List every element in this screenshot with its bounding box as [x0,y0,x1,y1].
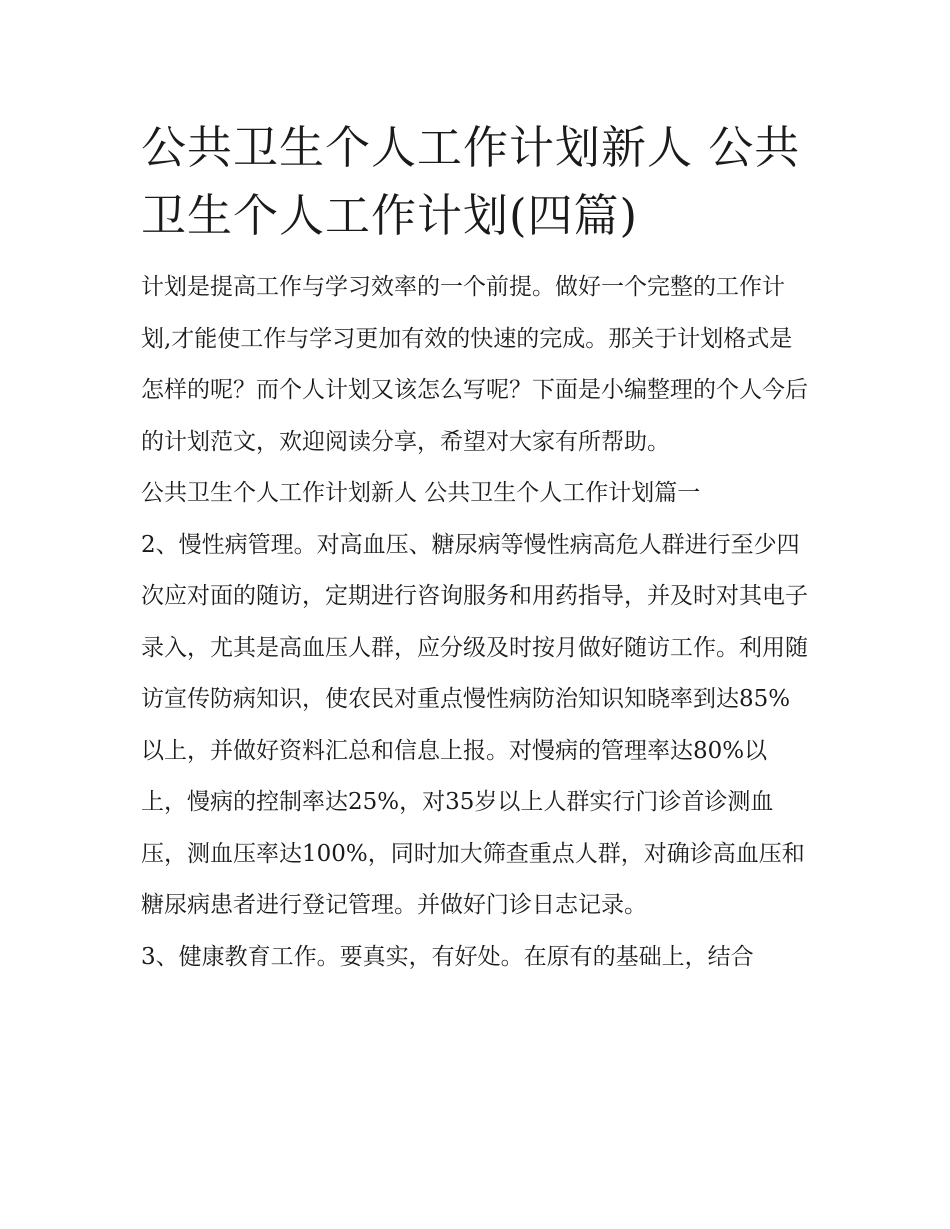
section-heading: 公共卫生个人工作计划新人 公共卫生个人工作计划篇一 [141,480,701,506]
document-title: 公共卫生个人工作计划新人 公共卫生个人工作计划(四篇) [141,121,801,242]
document-page [141,114,813,983]
intro-paragraph: 计划是提高工作与学习效率的一个前提。做好一个完整的工作计划,才能使工作与学习更加有效的快速的完成。那关于计划格式是怎样的呢？而个人计划又该怎么写呢？下面是小编整理的个人今后的计划范文，欢迎阅读分享，希望对大家有所帮助。 [141,274,808,455]
chronic-disease-paragraph: 2、慢性病管理。对高血压、糖尿病等慢性病高危人群进行至少四次应对面的随访，定期进行咨询服务和用药指导，并及时对其电子录入，尤其是高血压人群，应分级及时按月做好随访工作。利用随访宣传防病知识，使农民对重点慢性病防治知识知晓率到达85%以上，并做好资料汇总和信息上报。对慢病的管理率达80%以上，慢病的控制率达25%，对35岁以上人群实行门诊首诊测血压，测血压率达100%，同时加大筛查重点人群，对确诊高血压和糖尿病患者进行登记管理。并做好门诊日志记录。 [141,531,808,918]
health-education-paragraph: 3、健康教育工作。要真实，有好处。在原有的基础上，结合 [141,943,754,970]
